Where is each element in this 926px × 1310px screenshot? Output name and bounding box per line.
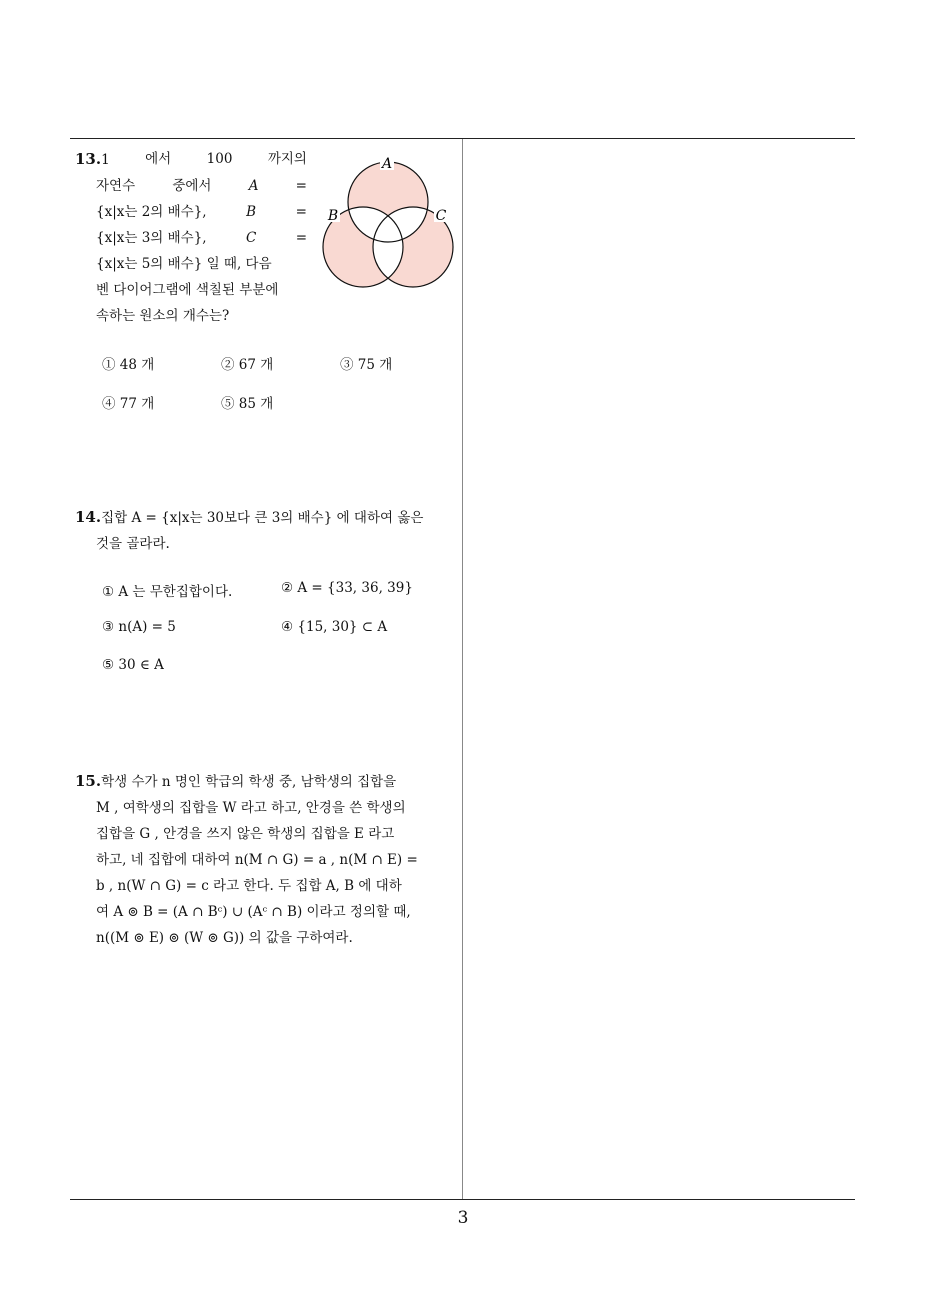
q14-number: 14. <box>75 508 102 526</box>
q13-line-1: 13.1 에서 100 까지의 <box>75 150 307 168</box>
bottom-rule <box>70 1199 855 1200</box>
q15-line-4: 하고, 네 집합에 대하여 n(M ∩ G) = a , n(M ∩ E) = <box>96 852 418 868</box>
q15-line-1: 15.학생 수가 n 명인 학급의 학생 중, 남학생의 집합을 <box>75 772 397 790</box>
q13-line-6: 벤 다이어그램에 색칠된 부분에 <box>96 282 279 298</box>
q13-line-2: 자연수 중에서 A = <box>96 178 307 194</box>
venn-diagram <box>318 152 458 292</box>
q13-choice-2[interactable]: ② 67 개 <box>221 357 274 373</box>
venn-label-b: B <box>327 208 339 224</box>
venn-label-a: A <box>381 156 393 172</box>
question-14 <box>75 504 457 557</box>
q15-line-5: b , n(W ∩ G) = c 라고 한다. 두 집합 A, B 에 대하 <box>96 878 402 894</box>
q13-choice-4[interactable]: ④ 77 개 <box>102 396 155 412</box>
q13-line-5: {x|x는 5의 배수} 일 때, 다음 <box>96 256 272 272</box>
q13-choice-5[interactable]: ⑤ 85 개 <box>221 396 274 412</box>
q14-choice-5[interactable]: ⑤ 30 ∈ A <box>102 657 164 673</box>
q13-choice-3[interactable]: ③ 75 개 <box>340 357 393 373</box>
q14-line-1: 14.집합 A = {x|x는 30보다 큰 3의 배수} 에 대하여 옳은 <box>75 508 424 526</box>
q15-number: 15. <box>75 772 102 790</box>
q14-choice-4[interactable]: ④ {15, 30} ⊂ A <box>281 619 388 635</box>
venn-label-c: C <box>435 208 447 224</box>
q13-number: 13. <box>75 150 102 168</box>
column-divider <box>462 139 463 1199</box>
question-15 <box>75 768 457 951</box>
q15-line-2: M , 여학생의 집합을 W 라고 하고, 안경을 쓴 학생의 <box>96 800 406 816</box>
question-13 <box>75 146 307 329</box>
page-number: 3 <box>457 1208 469 1228</box>
q15-line-6: 여 A ⊚ B = (A ∩ Bᶜ) ∪ (Aᶜ ∩ B) 이라고 정의할 때, <box>96 904 411 920</box>
venn-shaded-region <box>323 162 453 287</box>
q13-choice-1[interactable]: ① 48 개 <box>102 357 155 373</box>
q15-line-3: 집합을 G , 안경을 쓰지 않은 학생의 집합을 E 라고 <box>96 826 395 842</box>
q13-line-7: 속하는 원소의 개수는? <box>96 308 230 324</box>
q13-line-4: {x|x는 3의 배수}, C = <box>96 230 307 246</box>
q13-line-3: {x|x는 2의 배수}, B = <box>96 204 307 220</box>
q14-choice-3[interactable]: ③ n(A) = 5 <box>102 619 176 635</box>
q14-choice-2[interactable]: ② A = {33, 36, 39} <box>281 580 413 596</box>
q14-line-2: 것을 골라라. <box>96 536 170 552</box>
q15-line-7: n((M ⊚ E) ⊚ (W ⊚ G)) 의 값을 구하여라. <box>96 930 353 946</box>
q14-choice-1[interactable]: ① A 는 무한집합이다. <box>102 584 233 600</box>
